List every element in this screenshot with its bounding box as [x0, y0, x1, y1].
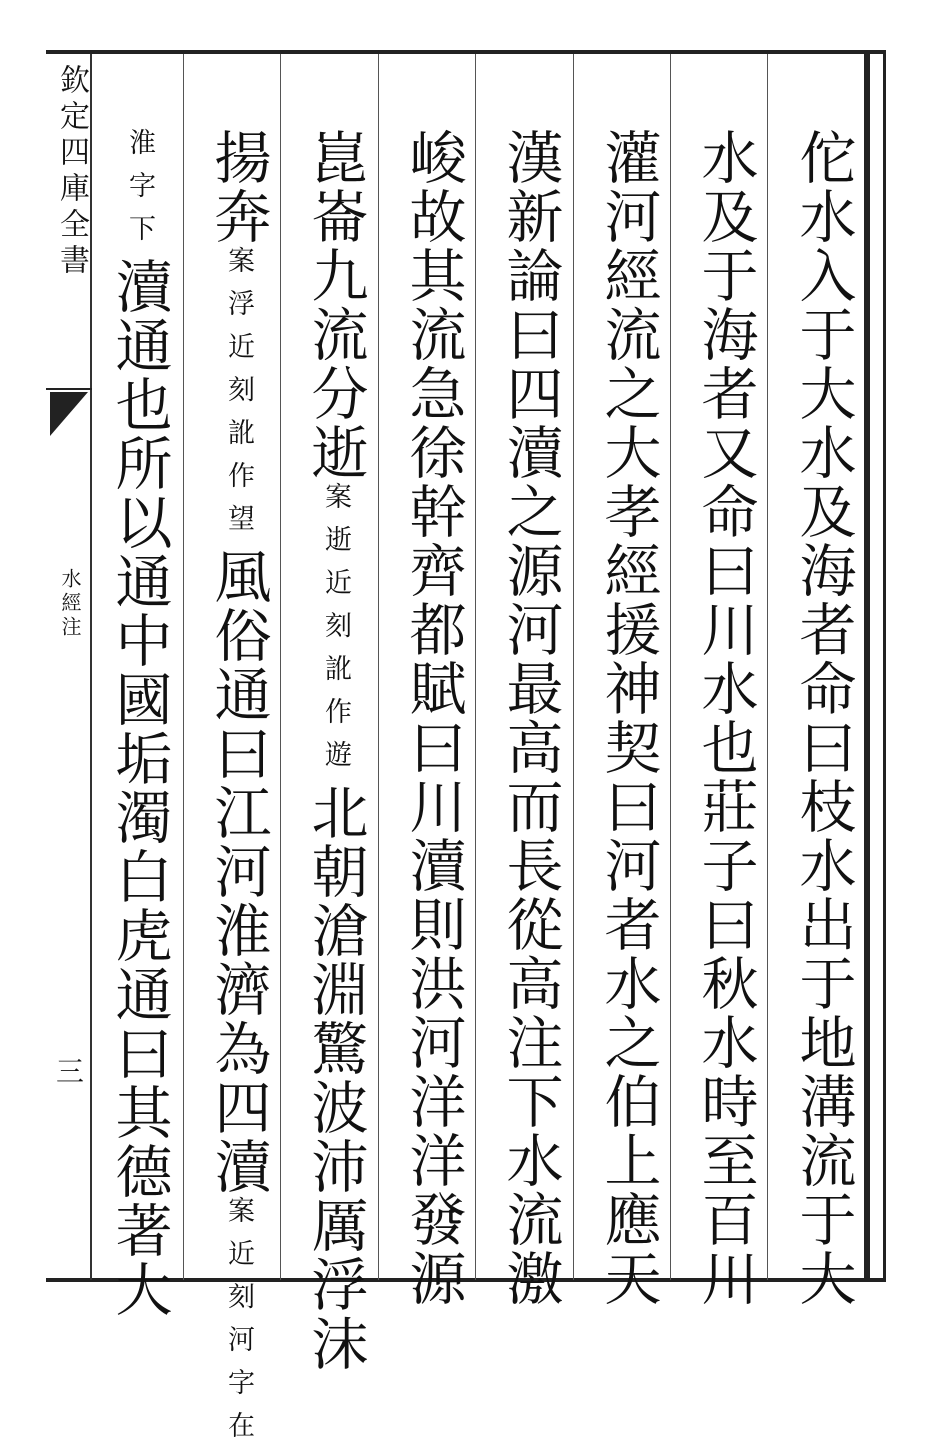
- margin-book-title: 水經注: [58, 568, 82, 640]
- annotation-line-b: 訛作望: [223, 418, 254, 547]
- text-column-5: 峻故其流急徐幹齊都賦曰川瀆則洪河洋洋發源: [400, 128, 466, 1308]
- column-rule: [475, 54, 476, 1280]
- annotation-line-f: 下: [124, 214, 155, 257]
- text-column-3: 灌河經流之大孝經援神契曰河者水之伯上應天: [595, 128, 661, 1308]
- text-column-6: [296, 128, 374, 1373]
- annotation-note: [199, 246, 277, 547]
- column-rule: [183, 54, 184, 1280]
- text-column-1: 佗水入于大水及海者命曰枝水出于地溝流于大: [790, 128, 856, 1308]
- column-rule: [280, 54, 281, 1280]
- page-frame-right-border: [864, 50, 886, 1282]
- margin-page-number: 三: [55, 1055, 84, 1088]
- fishtail-icon: [50, 392, 88, 436]
- annotation-note: [296, 482, 374, 783]
- text-column-4: 漢新論曰四瀆之源河最高而長從高注下水流激: [497, 128, 563, 1308]
- annotation-line-a: 案浮近刻: [223, 246, 254, 418]
- annotation-note: [199, 1196, 277, 1454]
- column-7-text-a: 揚奔: [205, 128, 271, 246]
- column-6-text-a: 崑崙九流分逝: [302, 128, 368, 482]
- text-column-2: 水及于海者又命曰川水也莊子曰秋水時至百川: [692, 128, 758, 1308]
- column-rule: [573, 54, 574, 1280]
- column-7-text-b: 風俗通曰江河淮濟為四瀆: [205, 547, 271, 1196]
- text-column-7: [199, 128, 277, 1454]
- annotation-line-c: 案近刻: [223, 1196, 254, 1325]
- annotation-line-e: 淮字: [124, 128, 155, 214]
- column-6-text-b: 北朝滄淵驚波沛厲浮沫: [302, 783, 368, 1373]
- fishtail-rule: [46, 388, 92, 390]
- annotation-line-a: 案逝近刻: [320, 482, 351, 654]
- text-column-8: [100, 128, 178, 1319]
- column-rule: [670, 54, 671, 1280]
- annotation-note: [100, 128, 178, 257]
- margin-title: 欽定四庫全書: [54, 64, 89, 280]
- column-rule: [767, 54, 768, 1280]
- column-8-text: 瀆通也所以通中國垢濁白虎通曰其德著大: [106, 257, 172, 1319]
- annotation-line-b: 訛作遊: [320, 654, 351, 783]
- margin-divider: [90, 54, 92, 1280]
- annotation-line-d: 河字在: [223, 1325, 254, 1454]
- column-rule: [378, 54, 379, 1280]
